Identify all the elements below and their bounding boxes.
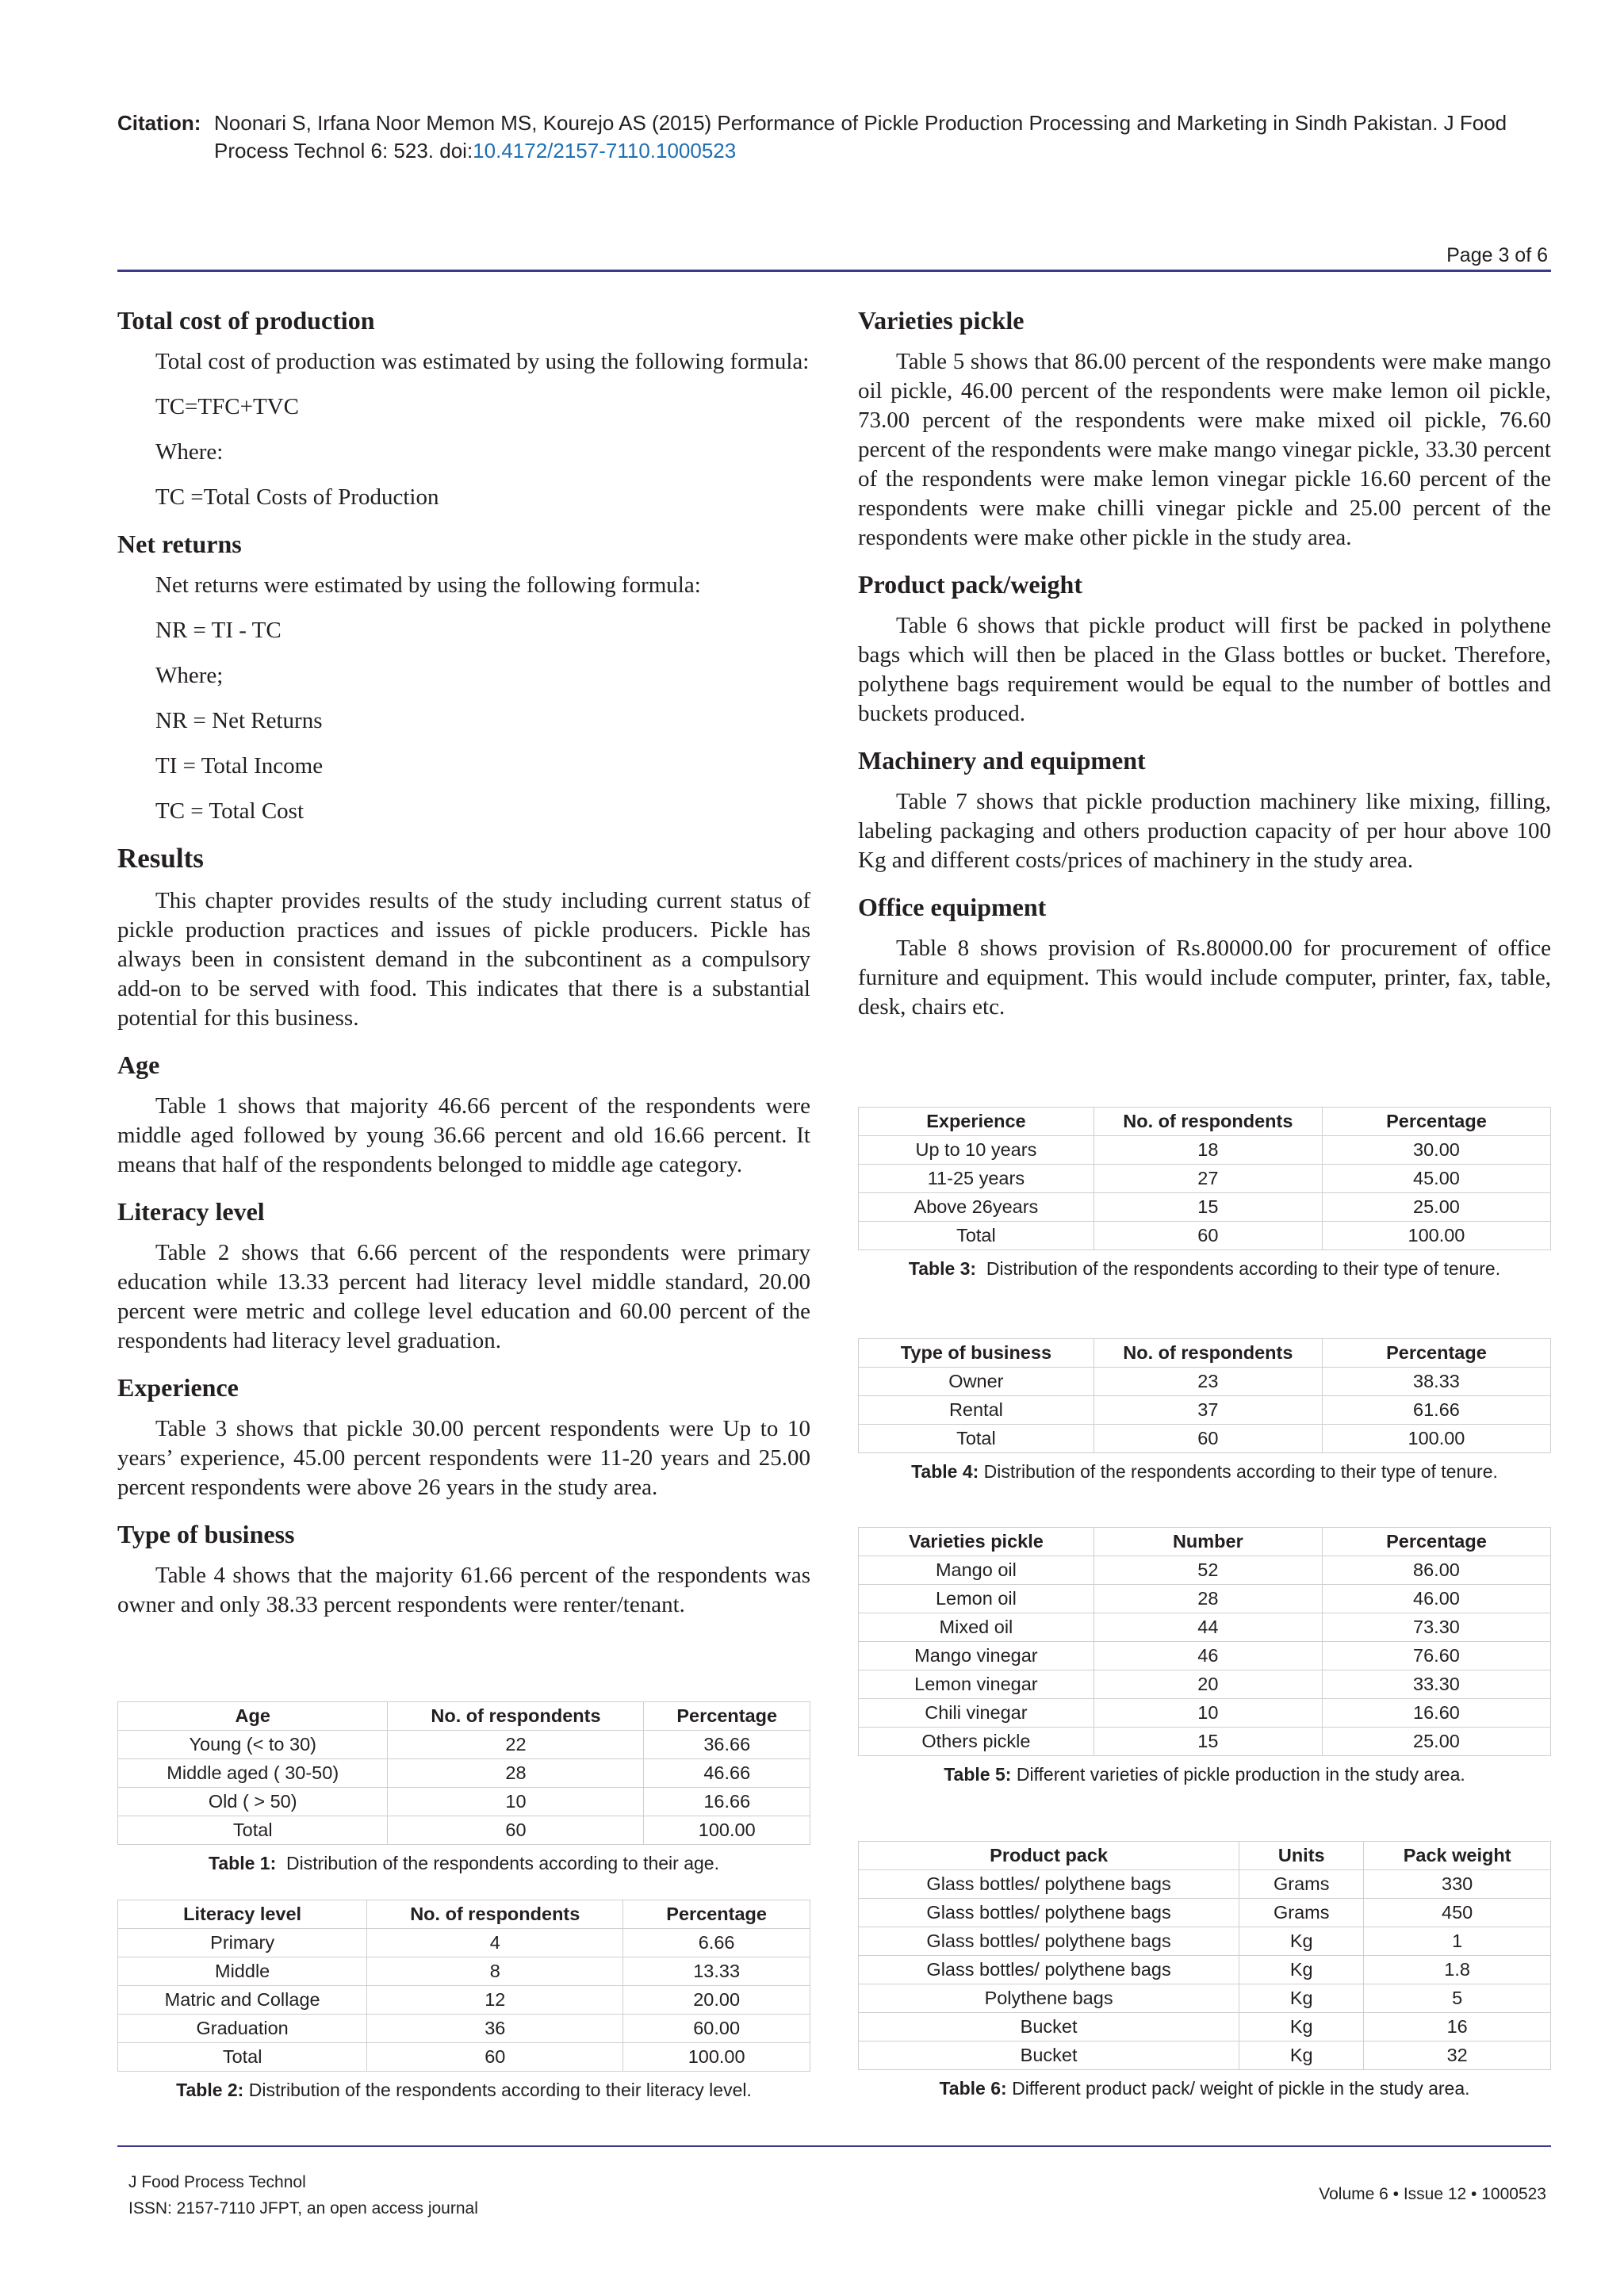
table-2-block <box>117 1900 810 2101</box>
column-header: Type of business <box>859 1339 1094 1368</box>
table-cell: Primary <box>118 1929 367 1957</box>
table-row <box>859 1368 1551 1396</box>
table-row <box>118 1816 810 1845</box>
footer-issn: ISSN: 2157-7110 JFPT, an open access journal <box>128 2199 478 2218</box>
column-header: Percentage <box>623 1900 810 1929</box>
page-number: Page 3 of 6 <box>1446 244 1548 266</box>
table-4-block <box>858 1338 1551 1483</box>
footer-journal: J Food Process Technol <box>128 2173 306 2191</box>
heading-machinery: Machinery and equipment <box>858 746 1146 775</box>
para-results: This chapter provides results of the study including current status of pickle production practices and issues of pickle producers. Pickle has always been in consistent demand in the subcontinent as a compulsory add-on to be served with food. This indicates that there is a substantial potential for this business. <box>117 888 810 1031</box>
table-cell: 16 <box>1364 2013 1551 2042</box>
formula-tc: TC=TFC+TVC <box>155 394 299 419</box>
table-cell: 1.8 <box>1364 1956 1551 1984</box>
table-cell: 37 <box>1094 1396 1322 1425</box>
table-row <box>859 2042 1551 2070</box>
table-header-row <box>118 1900 810 1929</box>
table-row <box>859 2013 1551 2042</box>
para-varieties: Table 5 shows that 86.00 percent of the respondents were make mango oil pickle, 46.00 percent of the respondents were make lemon oil pickle, 73.00 percent of the respondents were make mixed oil pickle, 76.60 percent of the respondents were make mango vinegar pickle, 33.30 percent of the respondents were make lemon vinegar pickle 16.60 percent of the respondents were make chilli vinegar pickle and 25.00 percent of the respondents were make other pickle in the study area. <box>858 349 1551 550</box>
table-cell: 8 <box>367 1957 623 1986</box>
table-1-caption <box>117 1853 810 1874</box>
table-cell: 4 <box>367 1929 623 1957</box>
table-header-row <box>859 1108 1551 1136</box>
caption-text: Distribution of the respondents according to their age. <box>276 1853 719 1873</box>
table-cell: Rental <box>859 1396 1094 1425</box>
table-cell: 450 <box>1364 1899 1551 1927</box>
heading-literacy: Literacy level <box>117 1197 265 1226</box>
table-4 <box>858 1338 1551 1453</box>
para-total-cost: Total cost of production was estimated by using the following formula: <box>155 349 810 374</box>
table-cell: 30.00 <box>1322 1136 1550 1165</box>
column-header: Literacy level <box>118 1900 367 1929</box>
table-cell: 73.30 <box>1322 1613 1550 1642</box>
table-cell: Others pickle <box>859 1728 1094 1756</box>
table-cell: Kg <box>1239 2013 1364 2042</box>
table-cell: Middle <box>118 1957 367 1986</box>
table-cell: Bucket <box>859 2013 1239 2042</box>
table-cell: 86.00 <box>1322 1556 1550 1585</box>
heading-age: Age <box>117 1050 160 1079</box>
table-cell: 100.00 <box>644 1816 810 1845</box>
table-cell: Polythene bags <box>859 1984 1239 2013</box>
table-header-row <box>859 1842 1551 1870</box>
table-cell: Kg <box>1239 2042 1364 2070</box>
citation-label: Citation: <box>117 111 201 135</box>
table-row <box>859 1613 1551 1642</box>
formula-nr: NR = TI - TC <box>155 618 282 643</box>
table-cell: Lemon vinegar <box>859 1670 1094 1699</box>
column-header: Product pack <box>859 1842 1239 1870</box>
table-cell: Glass bottles/ polythene bags <box>859 1899 1239 1927</box>
table-cell: Middle aged ( 30-50) <box>118 1759 388 1788</box>
table-cell: Grams <box>1239 1899 1364 1927</box>
citation-text: Noonari S, Irfana Noor Memon MS, Kourejo AS (2015) Performance of Pickle Production Processing and Marketing in Sindh Pakistan. J Food Process Technol 6: 523. doi: <box>214 111 1507 163</box>
table-cell: 28 <box>1094 1585 1322 1613</box>
table-1-block <box>117 1701 810 1874</box>
table-row <box>859 1870 1551 1899</box>
table-row <box>859 1642 1551 1670</box>
formula-where: Where: <box>155 439 224 465</box>
table-row <box>859 1956 1551 1984</box>
heading-pack: Product pack/weight <box>858 570 1082 599</box>
table-cell: Kg <box>1239 1927 1364 1956</box>
table-cell: Total <box>118 2043 367 2072</box>
table-row <box>118 2043 810 2072</box>
table-5 <box>858 1527 1551 1756</box>
table-cell: Chili vinegar <box>859 1699 1094 1728</box>
table-cell: 76.60 <box>1322 1642 1550 1670</box>
table-cell: 100.00 <box>1322 1222 1550 1250</box>
table-cell: Kg <box>1239 1956 1364 1984</box>
formula-tc-definition-2: TC = Total Cost <box>155 798 304 824</box>
table-cell: 33.30 <box>1322 1670 1550 1699</box>
heading-business: Type of business <box>117 1520 295 1548</box>
table-row <box>859 1699 1551 1728</box>
table-row <box>859 1728 1551 1756</box>
table-6-block <box>858 1841 1551 2099</box>
table-row <box>859 1222 1551 1250</box>
table-cell: Glass bottles/ polythene bags <box>859 1956 1239 1984</box>
table-cell: Lemon oil <box>859 1585 1094 1613</box>
table-cell: 330 <box>1364 1870 1551 1899</box>
column-header: No. of respondents <box>1094 1108 1322 1136</box>
formula-where-2: Where; <box>155 663 224 688</box>
citation <box>117 109 1561 165</box>
table-cell: 18 <box>1094 1136 1322 1165</box>
table-3-block <box>858 1107 1551 1280</box>
formula-tc-definition: TC =Total Costs of Production <box>155 484 439 510</box>
table-cell: 38.33 <box>1322 1368 1550 1396</box>
table-row <box>859 1927 1551 1956</box>
table-cell: 15 <box>1094 1728 1322 1756</box>
heading-experience: Experience <box>117 1373 239 1402</box>
table-5-caption <box>858 1764 1551 1785</box>
table-cell: 13.33 <box>623 1957 810 1986</box>
table-cell: Kg <box>1239 1984 1364 2013</box>
table-4-caption <box>858 1461 1551 1483</box>
table-row <box>118 1788 810 1816</box>
para-literacy: Table 2 shows that 6.66 percent of the respondents were primary education while 13.33 percent had literacy level middle standard, 20.00 percent were metric and college level education and 60.00 percent of the respondents had literacy level graduation. <box>117 1240 810 1353</box>
caption-text: Different product pack/ weight of pickle in the study area. <box>1006 2078 1470 2099</box>
caption-text: Distribution of the respondents according to their type of tenure. <box>979 1461 1498 1482</box>
table-row <box>118 1929 810 1957</box>
table-cell: Old ( > 50) <box>118 1788 388 1816</box>
table-cell: 20 <box>1094 1670 1322 1699</box>
para-age: Table 1 shows that majority 46.66 percent of the respondents were middle aged followed by young 36.66 percent and old 16.66 percent. It means that half of the respondents belonged to middle age category. <box>117 1093 810 1177</box>
table-1 <box>117 1701 810 1845</box>
table-cell: Matric and Collage <box>118 1986 367 2015</box>
para-business: Table 4 shows that the majority 61.66 percent of the respondents was owner and only 38.33 percent respondents were renter/tenant. <box>117 1563 810 1617</box>
para-experience: Table 3 shows that pickle 30.00 percent respondents were Up to 10 years’ experience, 45.00 percent respondents were 11-20 years and 25.00 percent respondents were above 26 years in the study area. <box>117 1416 810 1500</box>
table-header-row <box>859 1528 1551 1556</box>
table-cell: Bucket <box>859 2042 1239 2070</box>
table-cell: 60.00 <box>623 2015 810 2043</box>
column-header: Percentage <box>1322 1528 1550 1556</box>
column-header: Number <box>1094 1528 1322 1556</box>
table-cell: Glass bottles/ polythene bags <box>859 1927 1239 1956</box>
table-header-row <box>859 1339 1551 1368</box>
footer-left <box>128 2169 478 2221</box>
table-cell: Grams <box>1239 1870 1364 1899</box>
table-row <box>859 1899 1551 1927</box>
table-cell: 25.00 <box>1322 1728 1550 1756</box>
table-cell: 15 <box>1094 1193 1322 1222</box>
table-row <box>118 2015 810 2043</box>
table-row <box>859 1556 1551 1585</box>
heading-net-returns: Net returns <box>117 530 242 558</box>
table-cell: 60 <box>1094 1222 1322 1250</box>
table-row <box>118 1986 810 2015</box>
table-cell: Mixed oil <box>859 1613 1094 1642</box>
column-header: Pack weight <box>1364 1842 1551 1870</box>
caption-label: Table 2: <box>176 2080 244 2100</box>
caption-label: Table 3: <box>908 1258 977 1279</box>
table-row <box>859 1585 1551 1613</box>
caption-label: Table 1: <box>209 1853 277 1873</box>
caption-text: Different varieties of pickle production in the study area. <box>1011 1764 1465 1785</box>
header-divider <box>117 270 1551 272</box>
column-header: No. of respondents <box>1094 1339 1322 1368</box>
para-machinery: Table 7 shows that pickle production machinery like mixing, filling, labeling packaging and others production capacity of per hour above 100 Kg and different costs/prices of machinery in the study area. <box>858 789 1551 873</box>
table-cell: 44 <box>1094 1613 1322 1642</box>
table-row <box>859 1136 1551 1165</box>
table-cell: Above 26years <box>859 1193 1094 1222</box>
para-pack: Table 6 shows that pickle product will first be packed in polythene bags which will then be placed in the Glass bottles or bucket. Therefore, polythene bags requirement would be equal to the number of bottles and buckets produced. <box>858 613 1551 726</box>
table-cell: 27 <box>1094 1165 1322 1193</box>
table-3 <box>858 1107 1551 1250</box>
para-office: Table 8 shows provision of Rs.80000.00 for procurement of office furniture and equipment. This would include computer, printer, fax, table, desk, chairs etc. <box>858 936 1551 1020</box>
table-cell: 100.00 <box>1322 1425 1550 1453</box>
table-cell: 10 <box>388 1788 644 1816</box>
column-header: No. of respondents <box>388 1702 644 1731</box>
para-net-returns: Net returns were estimated by using the following formula: <box>155 572 701 598</box>
caption-label: Table 6: <box>939 2078 1007 2099</box>
table-cell: 25.00 <box>1322 1193 1550 1222</box>
table-cell: Total <box>118 1816 388 1845</box>
table-5-block <box>858 1527 1551 1785</box>
table-cell: 52 <box>1094 1556 1322 1585</box>
table-cell: 28 <box>388 1759 644 1788</box>
table-row <box>118 1957 810 1986</box>
table-row <box>859 1165 1551 1193</box>
table-cell: 6.66 <box>623 1929 810 1957</box>
table-cell: 1 <box>1364 1927 1551 1956</box>
table-cell: 5 <box>1364 1984 1551 2013</box>
caption-label: Table 4: <box>911 1461 979 1482</box>
left-column <box>117 304 810 1636</box>
table-cell: 60 <box>367 2043 623 2072</box>
table-3-caption <box>858 1258 1551 1280</box>
footer-divider <box>117 2145 1551 2147</box>
table-cell: 60 <box>1094 1425 1322 1453</box>
table-cell: 36 <box>367 2015 623 2043</box>
table-cell: 61.66 <box>1322 1396 1550 1425</box>
table-cell: 100.00 <box>623 2043 810 2072</box>
heading-results: Results <box>117 843 204 874</box>
table-row <box>859 1984 1551 2013</box>
table-header-row <box>118 1702 810 1731</box>
table-cell: 46.66 <box>644 1759 810 1788</box>
table-cell: Graduation <box>118 2015 367 2043</box>
table-cell: 12 <box>367 1986 623 2015</box>
table-6 <box>858 1841 1551 2070</box>
table-row <box>118 1759 810 1788</box>
table-cell: Glass bottles/ polythene bags <box>859 1870 1239 1899</box>
table-cell: 11-25 years <box>859 1165 1094 1193</box>
table-cell: Young (< to 30) <box>118 1731 388 1759</box>
column-header: Percentage <box>644 1702 810 1731</box>
table-2-caption <box>117 2080 810 2101</box>
caption-label: Table 5: <box>944 1764 1012 1785</box>
formula-ti-definition: TI = Total Income <box>155 753 324 779</box>
table-cell: 20.00 <box>623 1986 810 2015</box>
table-cell: 32 <box>1364 2042 1551 2070</box>
heading-office: Office equipment <box>858 893 1047 921</box>
caption-text: Distribution of the respondents according to their type of tenure. <box>976 1258 1501 1279</box>
table-2 <box>117 1900 810 2072</box>
citation-doi-link[interactable]: 10.4172/2157-7110.1000523 <box>473 139 737 163</box>
table-cell: 23 <box>1094 1368 1322 1396</box>
table-cell: 36.66 <box>644 1731 810 1759</box>
column-header: Percentage <box>1322 1339 1550 1368</box>
table-cell: Up to 10 years <box>859 1136 1094 1165</box>
column-header: Units <box>1239 1842 1364 1870</box>
table-row <box>859 1193 1551 1222</box>
heading-total-cost: Total cost of production <box>117 306 375 335</box>
column-header: No. of respondents <box>367 1900 623 1929</box>
table-cell: Total <box>859 1425 1094 1453</box>
column-header: Age <box>118 1702 388 1731</box>
table-cell: 45.00 <box>1322 1165 1550 1193</box>
table-cell: Mango vinegar <box>859 1642 1094 1670</box>
table-cell: Mango oil <box>859 1556 1094 1585</box>
caption-text: Distribution of the respondents according to their literacy level. <box>243 2080 752 2100</box>
table-row <box>859 1396 1551 1425</box>
table-cell: 16.66 <box>644 1788 810 1816</box>
column-header: Varieties pickle <box>859 1528 1094 1556</box>
footer-volume: Volume 6 • Issue 12 • 1000523 <box>1319 2185 1546 2203</box>
table-6-caption <box>858 2078 1551 2099</box>
heading-varieties: Varieties pickle <box>858 306 1025 335</box>
table-row <box>118 1731 810 1759</box>
table-cell: 46.00 <box>1322 1585 1550 1613</box>
table-cell: 10 <box>1094 1699 1322 1728</box>
table-row <box>859 1670 1551 1699</box>
column-header: Experience <box>859 1108 1094 1136</box>
table-cell: Owner <box>859 1368 1094 1396</box>
right-column <box>858 304 1551 1038</box>
column-header: Percentage <box>1322 1108 1550 1136</box>
table-cell: Total <box>859 1222 1094 1250</box>
table-cell: 46 <box>1094 1642 1322 1670</box>
table-cell: 60 <box>388 1816 644 1845</box>
formula-nr-definition: NR = Net Returns <box>155 708 323 733</box>
table-cell: 22 <box>388 1731 644 1759</box>
table-row <box>859 1425 1551 1453</box>
table-cell: 16.60 <box>1322 1699 1550 1728</box>
